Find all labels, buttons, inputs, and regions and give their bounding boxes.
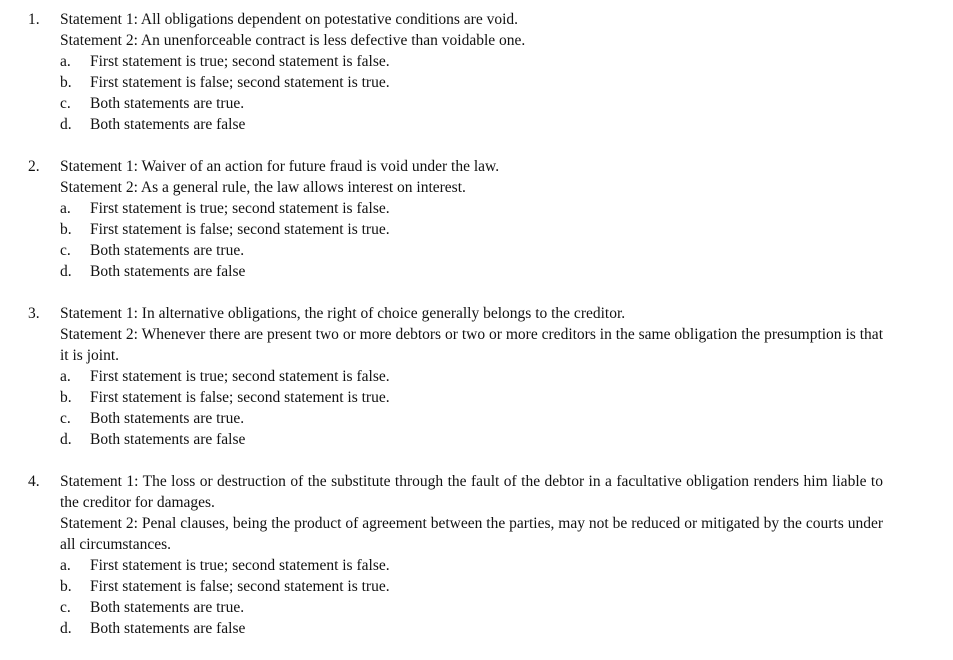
choice-text: Both statements are true. [90,95,245,112]
choice-c [60,240,883,261]
choice-text: First statement is true; second statement is false. [90,200,390,217]
choice-text: Both statements are false [90,431,246,448]
choice-letter: c. [60,410,71,427]
question-number: 3. [28,305,40,322]
choice-letter: b. [60,221,72,238]
choice-list [60,51,883,135]
question-4 [0,471,953,639]
question-body [60,156,883,282]
choice-d [60,261,883,282]
choice-text: First statement is false; second statement is true. [90,221,390,238]
choice-letter: b. [60,74,72,91]
choice-d [60,618,883,639]
choice-letter: a. [60,557,71,574]
question-1 [0,9,953,135]
choice-letter: a. [60,368,71,385]
choice-list [60,366,883,450]
choice-b [60,387,883,408]
choice-c [60,93,883,114]
choice-d [60,429,883,450]
choice-b [60,576,883,597]
question-number: 4. [28,473,40,490]
choice-a [60,555,883,576]
choice-text: First statement is false; second statement is true. [90,389,390,406]
question-body [60,471,883,639]
choice-list [60,198,883,282]
choice-b [60,219,883,240]
choice-letter: c. [60,95,71,112]
statement-1: Statement 1: All obligations dependent on potestative conditions are void. [60,11,519,28]
choice-text: First statement is false; second statement is true. [90,74,390,91]
statement-2: Statement 2: Whenever there are present two or more debtors or two or more creditors in the same obligation the presumption is that it is joint. [60,326,883,364]
question-3 [0,303,953,450]
choice-text: Both statements are false [90,263,246,280]
choice-letter: c. [60,599,71,616]
choice-text: First statement is false; second statement is true. [90,578,390,595]
choice-c [60,408,883,429]
statement-2: Statement 2: An unenforceable contract is less defective than voidable one. [60,32,526,49]
choice-text: First statement is true; second statement is false. [90,368,390,385]
choice-text: Both statements are false [90,620,246,637]
statement-2: Statement 2: As a general rule, the law allows interest on interest. [60,179,466,196]
choice-b [60,72,883,93]
question-body [60,303,883,450]
choice-text: Both statements are true. [90,599,245,616]
choice-text: Both statements are true. [90,410,245,427]
statement-1: Statement 1: In alternative obligations, the right of choice generally belongs to the creditor. [60,305,626,322]
choice-letter: d. [60,431,72,448]
question-2 [0,156,953,282]
choice-c [60,597,883,618]
choice-letter: a. [60,200,71,217]
choice-list [60,555,883,639]
question-number: 2. [28,158,40,175]
choice-a [60,198,883,219]
choice-a [60,366,883,387]
choice-letter: b. [60,389,72,406]
choice-letter: d. [60,620,72,637]
choice-letter: d. [60,116,72,133]
choice-text: Both statements are false [90,116,246,133]
statement-1: Statement 1: The loss or destruction of the substitute through the fault of the debtor in a facultative obligation renders him liable to the creditor for damages. [60,473,883,511]
choice-text: First statement is true; second statement is false. [90,53,390,70]
choice-text: First statement is true; second statement is false. [90,557,390,574]
question-body [60,9,883,135]
choice-a [60,51,883,72]
choice-d [60,114,883,135]
statement-1: Statement 1: Waiver of an action for future fraud is void under the law. [60,158,500,175]
document [0,9,953,660]
choice-letter: d. [60,263,72,280]
choice-letter: b. [60,578,72,595]
statement-2: Statement 2: Penal clauses, being the product of agreement between the parties, may not be reduced or mitigated by the courts under all circumstances. [60,515,883,553]
choice-letter: c. [60,242,71,259]
question-number: 1. [28,11,40,28]
choice-letter: a. [60,53,71,70]
choice-text: Both statements are true. [90,242,245,259]
